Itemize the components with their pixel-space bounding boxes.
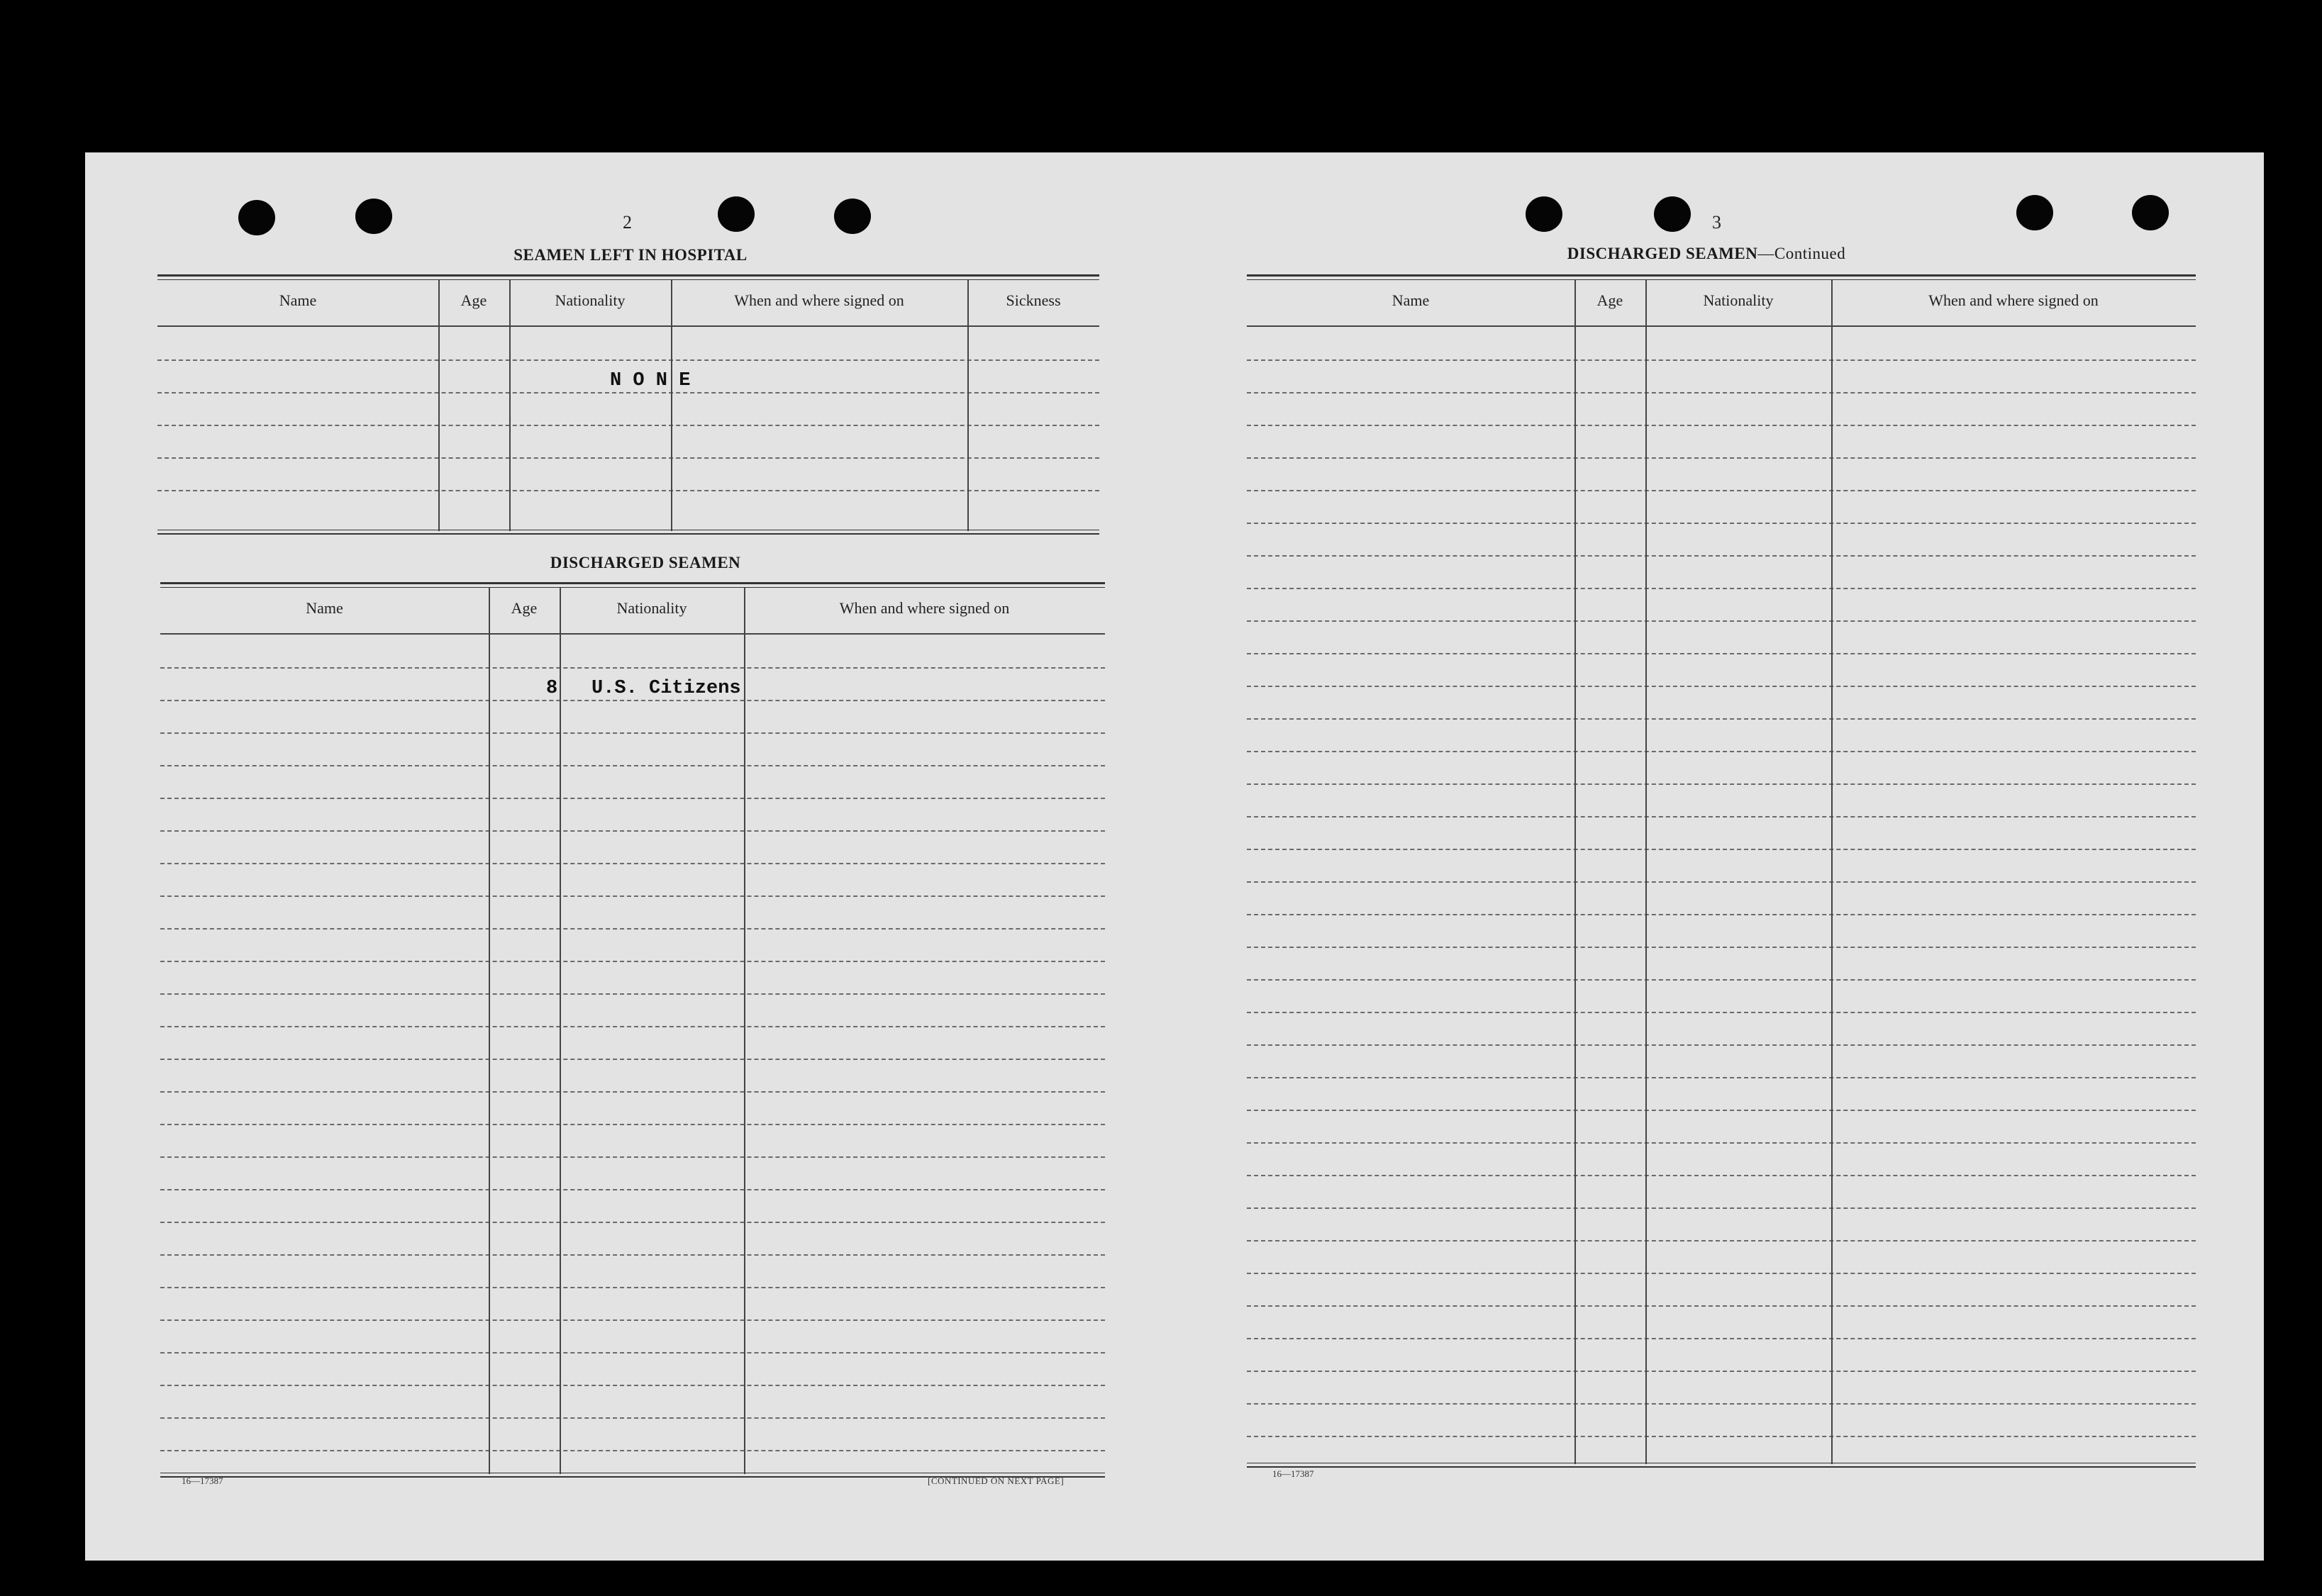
punch-hole — [718, 196, 755, 232]
title-suffix: —Continued — [1757, 245, 1846, 262]
punch-hole — [834, 199, 871, 234]
column-header-nationality: Nationality — [616, 599, 687, 617]
page-number-left: 2 — [623, 212, 632, 233]
column-header-age: Age — [460, 291, 487, 309]
column-header-name: Name — [306, 599, 343, 617]
discharged-age-entry: 8 — [546, 678, 558, 699]
discharged-table — [160, 582, 1105, 1478]
discharged-continued-title — [1567, 245, 1845, 263]
punch-hole — [355, 199, 392, 234]
punch-hole — [1526, 196, 1562, 232]
column-header-signed-on: When and where signed on — [839, 599, 1010, 617]
form-number-right: 16—17387 — [1272, 1468, 1314, 1479]
column-header-age: Age — [1596, 291, 1623, 309]
discharged-section-title: DISCHARGED SEAMEN — [550, 554, 741, 571]
hospital-table — [157, 274, 1099, 537]
column-header-name: Name — [1391, 291, 1430, 309]
column-header-name: Name — [279, 291, 317, 309]
column-header-age: Age — [511, 599, 538, 617]
punch-hole — [2016, 195, 2053, 230]
column-header-nationality: Nationality — [555, 291, 626, 309]
hospital-none-entry: N O N E — [610, 370, 691, 391]
discharged-continued-table — [1247, 274, 2196, 1468]
form-number-left: 16—17387 — [182, 1475, 223, 1486]
punch-hole — [2132, 195, 2169, 230]
page-number-right: 3 — [1712, 212, 1721, 233]
punch-hole — [238, 200, 275, 235]
column-header-nationality: Nationality — [1703, 291, 1774, 309]
hospital-section-title: SEAMEN LEFT IN HOSPITAL — [513, 246, 748, 264]
column-header-signed-on: When and where signed on — [1928, 291, 2099, 309]
document-sheet — [85, 152, 2264, 1561]
title-text: DISCHARGED SEAMEN — [1567, 245, 1758, 262]
column-header-signed-on: When and where signed on — [734, 291, 904, 309]
punch-hole — [1654, 196, 1691, 232]
continued-note: [CONTINUED ON NEXT PAGE] — [928, 1475, 1065, 1486]
discharged-nationality-entry: U.S. Citizens — [591, 678, 741, 699]
column-header-sickness: Sickness — [1006, 291, 1061, 309]
